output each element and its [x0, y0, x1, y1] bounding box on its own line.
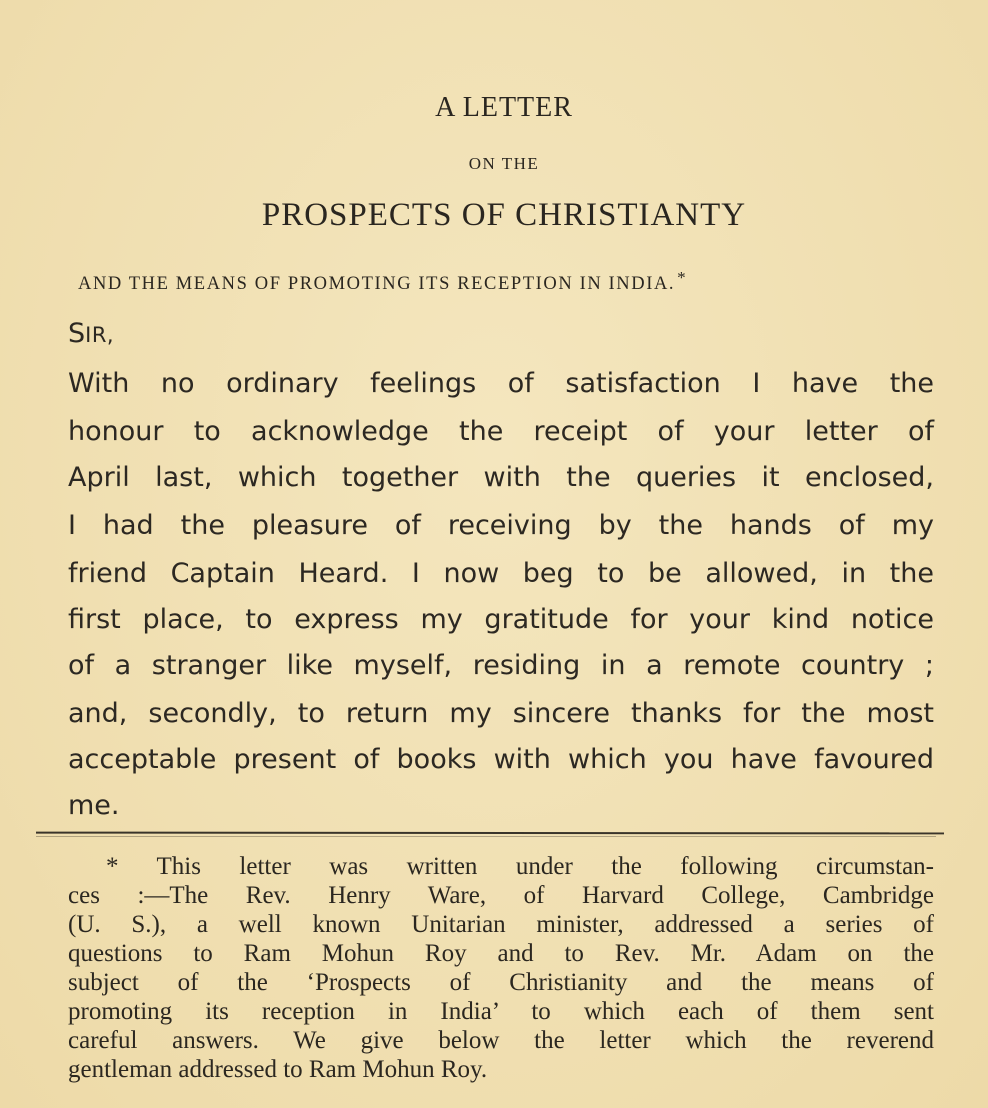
- body-line: honour to acknowledge the receipt of your letter of: [68, 416, 934, 447]
- body-line: acceptable present of books with which you have favoured: [68, 744, 934, 775]
- body-line: first place, to express my gratitude for your kind notice: [68, 604, 934, 635]
- footnote-line: * This letter was written under the following circumstan-: [106, 853, 934, 880]
- salutation: [68, 318, 114, 349]
- heading-on-the: ON THE: [468, 154, 540, 173]
- footnote-divider: [36, 832, 944, 835]
- heading-subtitle-text: AND THE MEANS OF PROMOTING ITS RECEPTION IN INDIA.: [78, 274, 676, 294]
- heading-subtitle: [78, 268, 687, 295]
- footnote-mark: *: [677, 268, 688, 287]
- body-line: With no ordinary feelings of satisfaction I have the: [68, 368, 934, 399]
- body-line: of a stranger like myself, residing in a remote country ;: [68, 650, 934, 681]
- footnote-line: questions to Ram Mohun Roy and to Rev. Mr. Adam on the: [68, 940, 934, 967]
- salutation-rest: IR,: [85, 323, 115, 347]
- footnote-line: careful answers. We give below the letter which the reverend: [68, 1027, 934, 1054]
- footnote-line: subject of the ‘Prospects of Christianity and the means of: [68, 969, 934, 996]
- body-line: friend Captain Heard. I now beg to be allowed, in the: [68, 558, 934, 589]
- footnote-line: gentleman addressed to Ram Mohun Roy.: [68, 1056, 488, 1083]
- heading-a-letter: A LETTER: [435, 92, 573, 123]
- body-line: I had the pleasure of receiving by the hands of my: [68, 510, 934, 541]
- footnote-line: promoting its reception in India’ to which each of them sent: [68, 998, 934, 1025]
- footnote-line: (U. S.), a well known Unitarian minister, addressed a series of: [68, 911, 934, 938]
- footnote-divider-shadow: [36, 836, 936, 837]
- body-line: and, secondly, to return my sincere thanks for the most: [68, 698, 934, 729]
- footnote-line: ces :—The Rev. Henry Ware, of Harvard College, Cambridge: [68, 882, 934, 909]
- heading-title: PROSPECTS OF CHRISTIANTY: [261, 197, 747, 233]
- body-line: April last, which together with the queries it enclosed,: [68, 462, 934, 493]
- salutation-initial: S: [68, 318, 86, 349]
- body-line: me.: [68, 790, 120, 821]
